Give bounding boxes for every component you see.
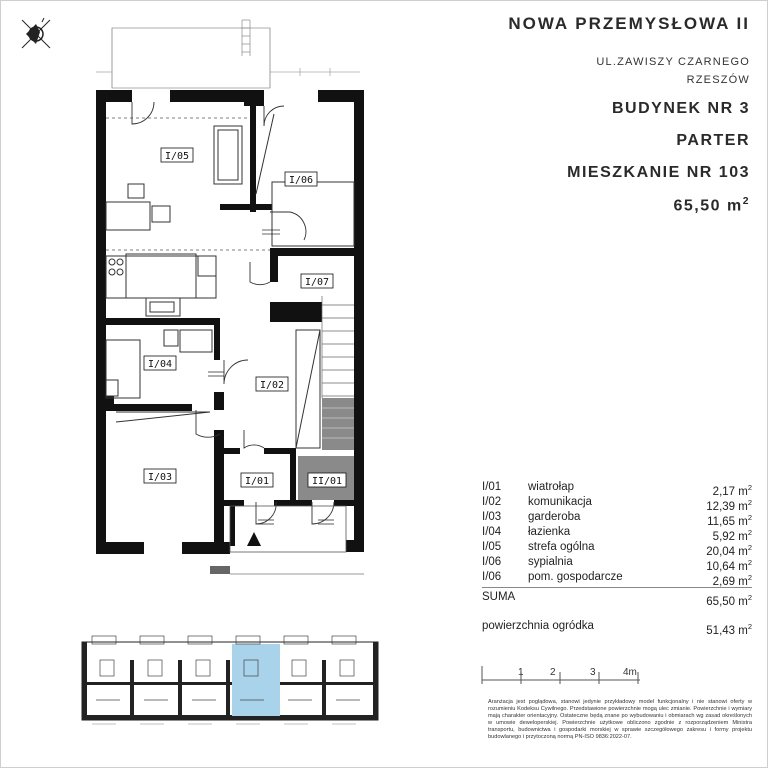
north-arrow-icon [22, 18, 50, 48]
summary-divider [482, 587, 752, 588]
room-name: komunikacja [528, 496, 592, 508]
room-area-value: 10,64 m [706, 560, 748, 573]
entrance-arrow-icon [247, 532, 261, 546]
staircase [322, 296, 354, 450]
summary-row [482, 590, 752, 608]
fence-marks [96, 68, 360, 76]
room-area-sup: 2 [747, 573, 752, 582]
summary-value-text: 65,50 m [706, 595, 748, 608]
list-item [482, 525, 752, 543]
room-area-sup: 2 [747, 558, 752, 567]
room-label-ii01: II/01 [311, 476, 343, 487]
room-label-i05: I/05 [164, 151, 190, 162]
room-code: I/02 [482, 496, 502, 508]
key-plan-highlight [232, 644, 280, 716]
room-name: sypialnia [528, 556, 573, 568]
list-item [482, 495, 752, 513]
railing [242, 20, 250, 56]
room-code: I/05 [482, 541, 502, 553]
room-area-value: 5,92 m [712, 530, 748, 543]
garden-row [482, 619, 752, 637]
floor-name: PARTER [676, 132, 750, 149]
garden-label: powierzchnia ogródka [482, 620, 594, 632]
terrace [112, 28, 270, 88]
room-area-sup: 2 [747, 543, 752, 552]
scale-label-3: 3 [590, 667, 596, 678]
city: RZESZÓW [686, 74, 750, 86]
garden-value [706, 619, 752, 639]
garden-value-text: 51,43 m [706, 624, 748, 637]
list-item [482, 480, 752, 498]
summary-value [706, 590, 752, 610]
room-code: I/04 [482, 526, 502, 538]
room-label-i02: I/02 [259, 380, 285, 391]
room-label-i06: I/06 [288, 175, 314, 186]
list-item [482, 540, 752, 558]
room-name: garderoba [528, 511, 581, 523]
info-panel [470, 0, 768, 768]
room-area-sup: 2 [747, 483, 752, 492]
apartment-area-value: 65,50 m [673, 197, 743, 215]
list-item [482, 570, 752, 588]
room-area-value: 2,17 m [712, 485, 748, 498]
room-code: I/03 [482, 511, 502, 523]
apartment-area-unit-sup: 2 [742, 196, 750, 207]
room-list [482, 480, 752, 588]
street-address: UL.ZAWISZY CZARNEGO [596, 56, 750, 68]
apartment-area [674, 196, 751, 215]
room-name: łazienka [528, 526, 571, 538]
room-area-value: 20,04 m [706, 545, 748, 558]
scale-label-2: 2 [550, 667, 556, 678]
room-label-i03: I/03 [147, 472, 173, 483]
project-title: NOWA PRZEMYSŁOWA II [508, 14, 750, 33]
room-area-value: 12,39 m [706, 500, 748, 513]
room-label-i01: I/01 [244, 476, 270, 487]
list-item [482, 555, 752, 573]
room-code: I/06 [482, 571, 502, 583]
room-name: pom. gospodarcze [528, 571, 623, 583]
key-plan [82, 636, 378, 724]
list-item [482, 510, 752, 528]
room-name: strefa ogólna [528, 541, 595, 553]
building-number: BUDYNEK NR 3 [611, 100, 750, 117]
room-area-sup: 2 [747, 513, 752, 522]
room-label-i04: I/04 [147, 359, 173, 370]
summary-label: SUMA [482, 591, 516, 603]
disclaimer: Aranżacja jest poglądowa, stanowi jedynie przykładowy model funkcjonalny i nie stanowi oferty w rozumieniu Kodeksu Cywilnego. Przedstawione powierzchnie mogą ulec zmianie. Powierzchnie i wymiary mają charakter orientacyjny. Ostateczne będą znane po wybudowaniu i obmiarach wg zasad określonych w umowie deweloperskiej. Powierzchnie użytkowe obliczono zgodnie z rozporządzeniem Ministra transportu, budownictwa i gospodarki morskiej w sprawie szczegółowego zakresu i formy projektu budowlanego i przytoczoną normą PN-ISO 9836:2022-07. [488, 699, 752, 740]
scale-label-4m: 4m [623, 667, 637, 678]
room-area-sup: 2 [747, 528, 752, 537]
room-name: wiatrołap [528, 481, 575, 493]
summary-value-sup: 2 [747, 593, 752, 602]
room-area-value: 11,65 m [707, 515, 748, 528]
scale-label-1: 1 [518, 667, 524, 678]
apartment-number: MIESZKANIE NR 103 [567, 164, 750, 181]
room-code: I/06 [482, 556, 502, 568]
garden-value-sup: 2 [747, 622, 752, 631]
room-area-value: 2,69 m [712, 575, 748, 588]
room-label-i07: I/07 [304, 277, 330, 288]
room-area-sup: 2 [747, 498, 752, 507]
room-code: I/01 [482, 481, 502, 493]
